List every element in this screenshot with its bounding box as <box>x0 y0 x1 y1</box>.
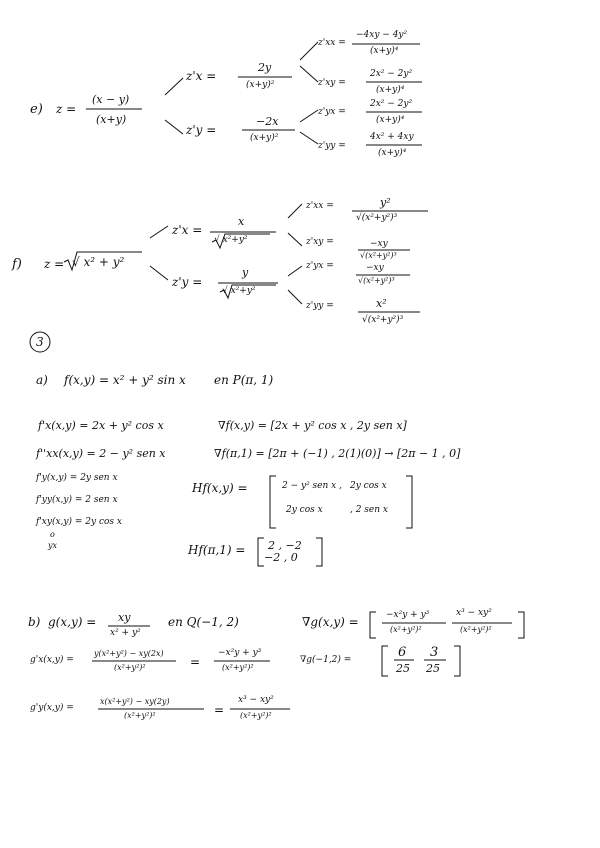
b-grad1-denominator: (x²+y²)² <box>390 625 422 634</box>
f-branch-zx <box>150 226 168 238</box>
b-gy-result-denominator: (x²+y²)² <box>240 711 272 720</box>
a-fxy: f'xy(x,y) = 2y cos x <box>36 517 122 527</box>
f-label: f) <box>12 257 22 272</box>
b-at-point: en Q(−1, 2) <box>168 615 239 629</box>
e-zx-numerator: 2y <box>258 61 272 74</box>
b-label: b) <box>28 615 41 629</box>
a-o-mark: o <box>50 530 55 539</box>
e-zxy-denominator: (x+y)⁴ <box>376 85 405 95</box>
b-gx-result-denominator: (x²+y²)² <box>222 663 254 672</box>
e-branch-zxx <box>300 42 318 60</box>
e-branch-zx <box>165 78 183 95</box>
f-zyx-numerator: −xy <box>366 263 384 273</box>
b-gradq2-denominator: 25 <box>426 662 440 675</box>
a-hessian-label: Hf(x,y) = <box>192 481 248 495</box>
f-z-equals: z = <box>44 257 65 271</box>
e-zyx-label: z'yx = <box>318 107 346 117</box>
e-zyy-label: z'yy = <box>318 141 346 151</box>
hessian-p-right-bracket <box>316 538 322 566</box>
e-branch-zxy <box>300 66 318 82</box>
e-zyx-denominator: (x+y)⁴ <box>376 115 405 125</box>
e-zyy-denominator: (x+y)⁴ <box>378 148 407 158</box>
e-main-numerator: (x − y) <box>92 93 130 106</box>
b-grad2-denominator: (x²+y²)² <box>460 625 492 634</box>
a-h11: 2 − y² sen x , <box>282 481 342 491</box>
e-zxy-label: z'xy = <box>318 78 346 88</box>
section-three-number: 3 <box>36 335 44 349</box>
b-grad2-numerator: x³ − xy² <box>456 608 492 618</box>
a-gradient: ∇f(x,y) = [2x + y² cos x , 2y sen x] <box>218 419 407 432</box>
hessian-left-bracket <box>270 476 276 528</box>
f-branch-zy <box>150 266 168 280</box>
b-gradq-right-bracket <box>454 646 460 676</box>
f-zxx-denominator: √(x²+y²)³ <box>356 213 398 223</box>
e-z-equals: z = <box>56 102 77 116</box>
f-zyx-denominator: √(x²+y²)³ <box>358 276 395 285</box>
e-branch-zyx <box>300 110 318 122</box>
f-zy-denominator: √ x²+y² <box>222 286 256 296</box>
f-zxy-denominator: √(x²+y²)³ <box>360 251 397 260</box>
a-h22: , 2 sen x <box>350 505 388 515</box>
b-gradq-left-bracket <box>382 646 388 676</box>
b-grad-label: ∇g(x,y) = <box>302 615 359 629</box>
a-at-point: en P(π, 1) <box>214 373 274 387</box>
a-fxx: f''xx(x,y) = 2 − y² sen x <box>36 447 166 460</box>
b-gy-label: g'y(x,y) = <box>30 703 74 713</box>
f-branch-zyx <box>288 266 302 276</box>
e-zxy-numerator: 2x² − 2y² <box>370 69 413 79</box>
b-gradq1-denominator: 25 <box>396 662 410 675</box>
a-fx: f'x(x,y) = 2x + y² cos x <box>38 419 164 432</box>
b-gy-numerator: x(x²+y²) − xy(2y) <box>100 697 170 706</box>
b-grad-left-bracket <box>370 612 376 638</box>
f-zyy-numerator: x² <box>376 297 387 310</box>
e-zyy-numerator: 4x² + 4xy <box>370 132 414 142</box>
f-zx-label: z'x = <box>172 223 203 237</box>
f-zxx-numerator: y² <box>380 196 391 209</box>
f-zx-denominator: √ x²+y² <box>214 235 248 245</box>
b-gx-equals: = <box>190 655 201 669</box>
f-zy-label: z'y = <box>172 275 203 289</box>
e-label: e) <box>30 102 43 117</box>
b-gradq-label: ∇g(−1,2) = <box>300 655 352 665</box>
f-root: √ x² + y² <box>72 255 125 269</box>
e-zy-numerator: −2x <box>256 115 279 128</box>
b-gradq2-numerator: 3 <box>430 645 439 660</box>
f-zxx-label: z'xx = <box>306 201 334 211</box>
a-hessian-p-label: Hf(π,1) = <box>188 543 246 557</box>
e-main-denominator: (x+y) <box>96 113 127 126</box>
f-zyy-denominator: √(x²+y²)³ <box>362 315 404 325</box>
e-zy-denominator: (x+y)² <box>250 133 279 143</box>
f-zy-numerator: y <box>242 266 249 279</box>
b-g-denominator: x² + y² <box>110 628 141 638</box>
hessian-right-bracket <box>406 476 412 528</box>
b-gradq1-numerator: 6 <box>398 645 407 660</box>
e-zy-label: z'y = <box>186 123 217 137</box>
f-zyy-label: z'yy = <box>306 301 334 311</box>
a-function: f(x,y) = x² + y² sin x <box>64 373 186 387</box>
e-zyx-numerator: 2x² − 2y² <box>370 99 413 109</box>
b-gx-numerator: y(x²+y²) − xy(2x) <box>94 649 164 658</box>
e-zxx-denominator: (x+y)⁴ <box>370 46 399 56</box>
b-grad-right-bracket <box>518 612 524 638</box>
b-g-label: g(x,y) = <box>48 615 97 629</box>
e-branch-zyy <box>300 132 318 144</box>
a-hp-row1: 2 , −2 <box>268 539 302 552</box>
f-zxy-numerator: −xy <box>370 239 388 249</box>
a-h21: 2y cos x <box>286 505 323 515</box>
b-gy-equals: = <box>214 703 225 717</box>
e-zxx-numerator: −4xy − 4y² <box>356 30 408 40</box>
a-h12: 2y cos x <box>350 481 387 491</box>
f-zx-numerator: x <box>238 215 245 228</box>
e-zxx-label: z'xx = <box>318 38 346 48</box>
b-gx-denominator: (x²+y²)² <box>114 663 146 672</box>
b-gy-denominator: (x²+y²)² <box>124 711 156 720</box>
b-g-numerator: xy <box>118 611 131 624</box>
b-gy-result-numerator: x³ − xy² <box>238 695 274 705</box>
e-branch-zy <box>165 120 183 134</box>
f-zyx-label: z'yx = <box>306 261 334 271</box>
e-zx-label: z'x = <box>186 69 217 83</box>
a-yx-mark: yx <box>48 541 58 550</box>
f-branch-zxx <box>288 204 302 218</box>
f-zxy-label: z'xy = <box>306 237 334 247</box>
b-grad1-numerator: −x²y + y³ <box>386 610 430 620</box>
e-zx-denominator: (x+y)² <box>246 80 275 90</box>
b-gx-result-numerator: −x²y + y³ <box>218 648 262 658</box>
b-gx-label: g'x(x,y) = <box>30 655 74 665</box>
f-branch-zxy <box>288 233 302 246</box>
a-fy: f'y(x,y) = 2y sen x <box>36 473 118 483</box>
a-hp-row2: −2 , 0 <box>264 551 298 564</box>
a-fyy: f'yy(x,y) = 2 sen x <box>36 495 118 505</box>
f-branch-zyy <box>288 290 302 304</box>
a-label: a) <box>36 373 48 387</box>
a-gradient-at-p: ∇f(π,1) = [2π + (−1) , 2(1)(0)] → [2π − 1 , 0] <box>214 447 461 460</box>
